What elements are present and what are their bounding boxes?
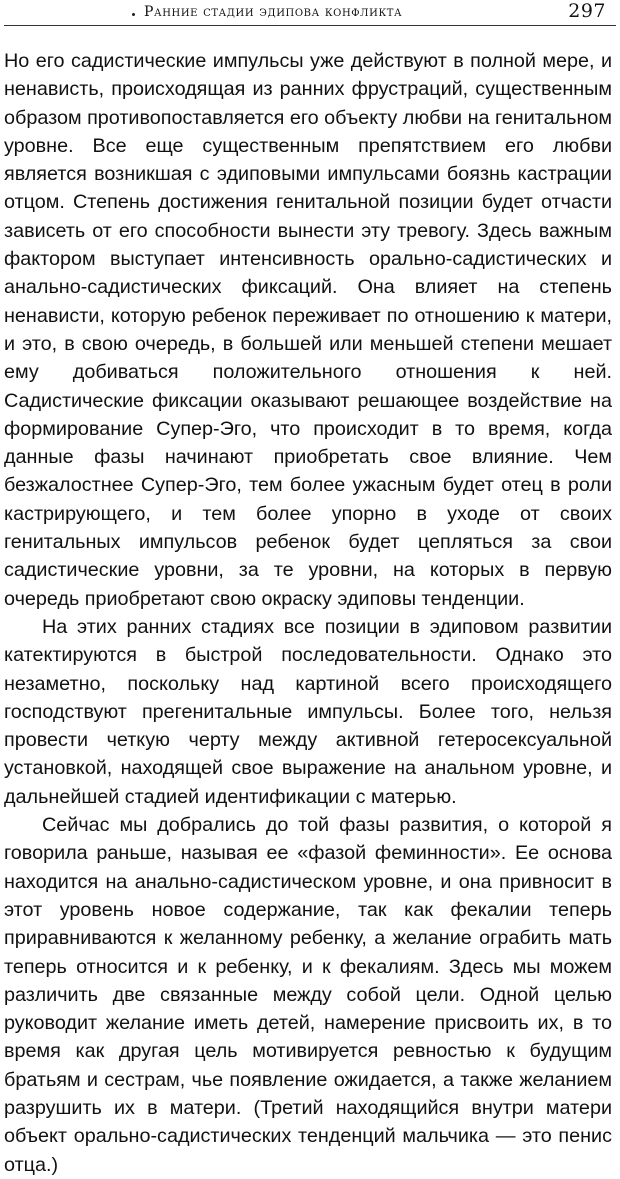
- header-rule: [4, 25, 616, 26]
- paragraph-3: Сейчас мы добрались до той фазы развития, о которой я говорила раньше, называя ее «фазой феминности». Ее основа находится на анально-садистическом уровне, и она привносит в этот уровень новое содержание, так как фекалии теперь приравниваются к желанному ребенку, а желание ограбить мать теперь относится и к ребенку, и к фекалиям. Здесь мы можем различить две связанные между собой цели. Одной целью руководит желание иметь детей, намерение присвоить их, в то время как другая цель мотивируется ревностью к будущим братьям и сестрам, чье появление ожидается, а также желанием разрушить их в матери. (Третий находящийся внутри матери объект орально-садистических тенденций мальчика — это пенис отца.): [4, 814, 612, 1176]
- running-title: Ранние стадии эдипова конфликта: [144, 4, 403, 20]
- body-text: [4, 47, 612, 1179]
- paragraph-2: На этих ранних стадиях все позиции в эдиповом развитии катектируются в быстрой последовательности. Однако это незаметно, поскольку над картиной всего происходящего господствуют прегенитальные импульсы. Более того, нельзя провести четкую черту между активной гетеросексуальной установкой, находящей свое выражение на анальном уровне, и дальнейшей стадией идентификации с матерью.: [4, 615, 612, 808]
- paragraph-1: Но его садистические импульсы уже действуют в полной мере, и ненависть, происходящая из ранних фрустраций, существенным образом противопоставляется его объекту любви на генитальном уровне. Все еще существенным препятствием его любви является возникшая с эдиповыми импульсами боязнь кастрации отцом. Степень достижения генитальной позиции будет отчасти зависеть от его способности вынести эту тревогу. Здесь важным фактором выступает интенсивность орально-садистических и анально-садистических фиксаций. Она влияет на степень ненависти, которую ребенок переживает по отношению к матери, и это, в свою очередь, в большей или меньшей степени мешает ему добиваться положительного отношения к ней. Садистические фиксации оказывают решающее воздействие на формирование Супер-Эго, что происходит в то время, когда данные фазы начинают приобретать свое влияние. Чем безжалостнее Супер-Эго, тем более ужасным будет отец в роли кастрирующего, и тем более упорно в уходе от своих генитальных импульсов ребенок будет цепляться за свои садистические уровни, за те уровни, на которых в первую очередь приобретают свою окраску эдиповы тенденции.: [4, 50, 612, 610]
- page-number: 297: [568, 0, 606, 22]
- running-header: [4, 0, 616, 26]
